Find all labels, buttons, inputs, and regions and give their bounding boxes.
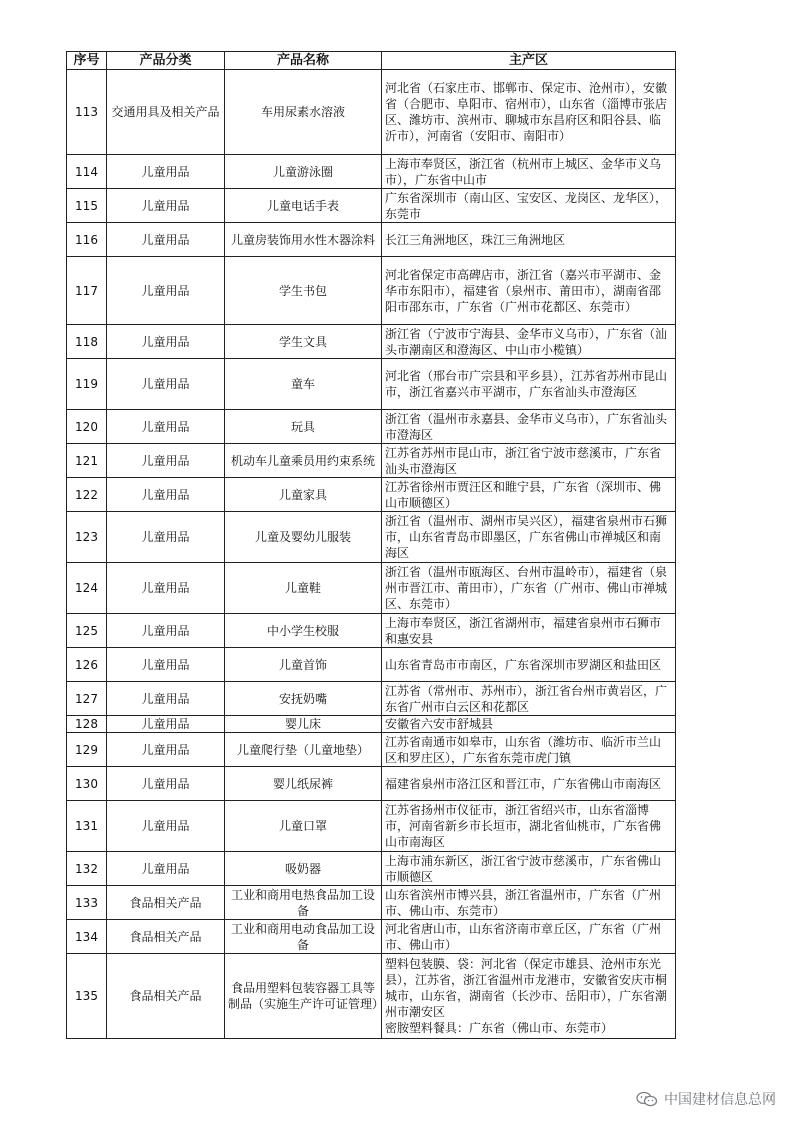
cell-product-name: 食品用塑料包装容器工具等制品（实施生产许可证管理） [225,954,382,1039]
product-region-table [66,51,676,1039]
watermark [636,1089,776,1109]
cell-region: 江苏省（常州市、苏州市），浙江省台州市黄岩区，广东省广州市白云区和花都区 [382,682,676,716]
cell-category: 儿童用品 [107,563,225,614]
cell-product-name: 学生文具 [225,325,382,359]
cell-category: 食品相关产品 [107,920,225,954]
table-body [67,70,676,1039]
cell-no: 130 [67,767,107,801]
cell-category: 儿童用品 [107,801,225,852]
table-row [67,70,676,155]
table-row [67,920,676,954]
table-row [67,410,676,444]
table-row [67,223,676,257]
cell-product-name: 吸奶器 [225,852,382,886]
cell-region: 浙江省（温州市瓯海区、台州市温岭市），福建省（泉州市晋江市、莆田市），广东省（广州市、佛山市禅城区、东莞市） [382,563,676,614]
cell-product-name: 儿童首饰 [225,648,382,682]
header-region: 主产区 [382,52,676,70]
cell-category: 儿童用品 [107,478,225,512]
cell-region: 上海市奉贤区，浙江省湖州市，福建省泉州市石狮市和惠安县 [382,614,676,648]
table-row [67,954,676,1039]
cell-region: 江苏省苏州市昆山市，浙江省宁波市慈溪市，广东省汕头市澄海区 [382,444,676,478]
cell-no: 133 [67,886,107,920]
table-row [67,359,676,410]
cell-region: 山东省滨州市博兴县，浙江省温州市，广东省（广州市、佛山市、东莞市） [382,886,676,920]
cell-category: 儿童用品 [107,444,225,478]
table-row [67,155,676,189]
cell-category: 儿童用品 [107,614,225,648]
cell-no: 113 [67,70,107,155]
cell-region: 塑料包装膜、袋：河北省（保定市雄县、沧州市东光县），江苏省，浙江省温州市龙港市，安徽省安庆市桐城市，山东省，湖南省（长沙市、岳阳市），广东省潮州市潮安区 密胺塑料餐具：广东省（佛山市、东莞市） [382,954,676,1039]
cell-product-name: 婴儿床 [225,716,382,733]
cell-no: 127 [67,682,107,716]
cell-category: 交通用具及相关产品 [107,70,225,155]
cell-no: 122 [67,478,107,512]
cell-region: 江苏省南通市如皋市，山东省（潍坊市、临沂市兰山区和罗庄区），广东省东莞市虎门镇 [382,733,676,767]
table-row [67,716,676,733]
table-row [67,614,676,648]
table-row [67,257,676,325]
cell-category: 儿童用品 [107,716,225,733]
cell-no: 117 [67,257,107,325]
cell-region: 安徽省六安市舒城县 [382,716,676,733]
cell-region: 浙江省（温州市永嘉县、金华市义乌市），广东省汕头市澄海区 [382,410,676,444]
cell-product-name: 中小学生校服 [225,614,382,648]
cell-category: 食品相关产品 [107,886,225,920]
cell-category: 儿童用品 [107,410,225,444]
table-row [67,852,676,886]
cell-region: 河北省（邢台市广宗县和平乡县），江苏省苏州市昆山市，浙江省嘉兴市平湖市，广东省汕头市澄海区 [382,359,676,410]
cell-no: 125 [67,614,107,648]
cell-category: 儿童用品 [107,682,225,716]
cell-region: 河北省（石家庄市、邯郸市、保定市、沧州市），安徽省（合肥市、阜阳市、宿州市），山东省（淄博市张店区、潍坊市、滨州市、聊城市东昌府区和阳谷县、临沂市），河南省（安阳市、南阳市） [382,70,676,155]
cell-product-name: 学生书包 [225,257,382,325]
cell-product-name: 儿童游泳圈 [225,155,382,189]
table-row [67,767,676,801]
cell-product-name: 童车 [225,359,382,410]
header-category: 产品分类 [107,52,225,70]
cell-category: 儿童用品 [107,359,225,410]
cell-region: 浙江省（温州市、湖州市吴兴区），福建省泉州市石狮市，山东省青岛市即墨区，广东省佛山市禅城区和南海区 [382,512,676,563]
cell-product-name: 儿童电话手表 [225,189,382,223]
cell-category: 儿童用品 [107,223,225,257]
cell-no: 118 [67,325,107,359]
table-row [67,512,676,563]
cell-no: 121 [67,444,107,478]
cell-region: 福建省泉州市洛江区和晋江市，广东省佛山市南海区 [382,767,676,801]
cell-product-name: 玩具 [225,410,382,444]
cell-category: 儿童用品 [107,733,225,767]
cell-category: 儿童用品 [107,325,225,359]
cell-product-name: 儿童鞋 [225,563,382,614]
table-row [67,189,676,223]
cell-product-name: 婴儿纸尿裤 [225,767,382,801]
cell-no: 135 [67,954,107,1039]
cell-no: 132 [67,852,107,886]
cell-region: 长江三角洲地区，珠江三角洲地区 [382,223,676,257]
cell-no: 126 [67,648,107,682]
cell-region: 上海市浦东新区，浙江省宁波市慈溪市，广东省佛山市顺德区 [382,852,676,886]
cell-no: 131 [67,801,107,852]
cell-no: 124 [67,563,107,614]
cell-no: 128 [67,716,107,733]
table-row [67,478,676,512]
cell-region: 江苏省徐州市贾汪区和睢宁县，广东省（深圳市、佛山市顺德区） [382,478,676,512]
cell-no: 114 [67,155,107,189]
wechat-icon [636,1091,658,1107]
cell-no: 115 [67,189,107,223]
cell-product-name: 儿童房装饰用水性木器涂料 [225,223,382,257]
header-no: 序号 [67,52,107,70]
cell-product-name: 儿童及婴幼儿服装 [225,512,382,563]
cell-category: 儿童用品 [107,257,225,325]
watermark-text: 中国建材信息总网 [664,1092,776,1108]
cell-product-name: 儿童口罩 [225,801,382,852]
cell-no: 129 [67,733,107,767]
cell-category: 儿童用品 [107,648,225,682]
cell-category: 儿童用品 [107,852,225,886]
cell-product-name: 车用尿素水溶液 [225,70,382,155]
cell-region: 江苏省扬州市仪征市，浙江省绍兴市，山东省淄博市，河南省新乡市长垣市，湖北省仙桃市，广东省佛山市南海区 [382,801,676,852]
cell-product-name: 儿童爬行垫（儿童地垫） [225,733,382,767]
table-row [67,563,676,614]
cell-region: 浙江省（宁波市宁海县、金华市义乌市），广东省（汕头市潮南区和澄海区、中山市小榄镇） [382,325,676,359]
header-name: 产品名称 [225,52,382,70]
cell-category: 儿童用品 [107,155,225,189]
cell-no: 119 [67,359,107,410]
cell-region: 山东省青岛市市南区，广东省深圳市罗湖区和盐田区 [382,648,676,682]
cell-category: 儿童用品 [107,512,225,563]
cell-region: 河北省唐山市，山东省济南市章丘区，广东省（广州市、佛山市） [382,920,676,954]
cell-region: 河北省保定市高碑店市，浙江省（嘉兴市平湖市、金华市东阳市），福建省（泉州市、莆田市），湖南省邵阳市邵东市，广东省（广州市花都区、东莞市） [382,257,676,325]
cell-product-name: 安抚奶嘴 [225,682,382,716]
cell-product-name: 工业和商用电热食品加工设备 [225,886,382,920]
cell-region: 广东省深圳市（南山区、宝安区、龙岗区、龙华区），东莞市 [382,189,676,223]
cell-no: 120 [67,410,107,444]
table-row [67,648,676,682]
table-row [67,886,676,920]
cell-region: 上海市奉贤区，浙江省（杭州市上城区、金华市义乌市），广东省中山市 [382,155,676,189]
cell-no: 134 [67,920,107,954]
cell-category: 食品相关产品 [107,954,225,1039]
cell-no: 116 [67,223,107,257]
table-row [67,733,676,767]
table-row [67,801,676,852]
cell-product-name: 儿童家具 [225,478,382,512]
table-row [67,444,676,478]
cell-no: 123 [67,512,107,563]
table-row [67,325,676,359]
cell-category: 儿童用品 [107,767,225,801]
table-row [67,682,676,716]
table-header-row [67,52,676,70]
cell-product-name: 机动车儿童乘员用约束系统 [225,444,382,478]
cell-product-name: 工业和商用电动食品加工设备 [225,920,382,954]
cell-category: 儿童用品 [107,189,225,223]
